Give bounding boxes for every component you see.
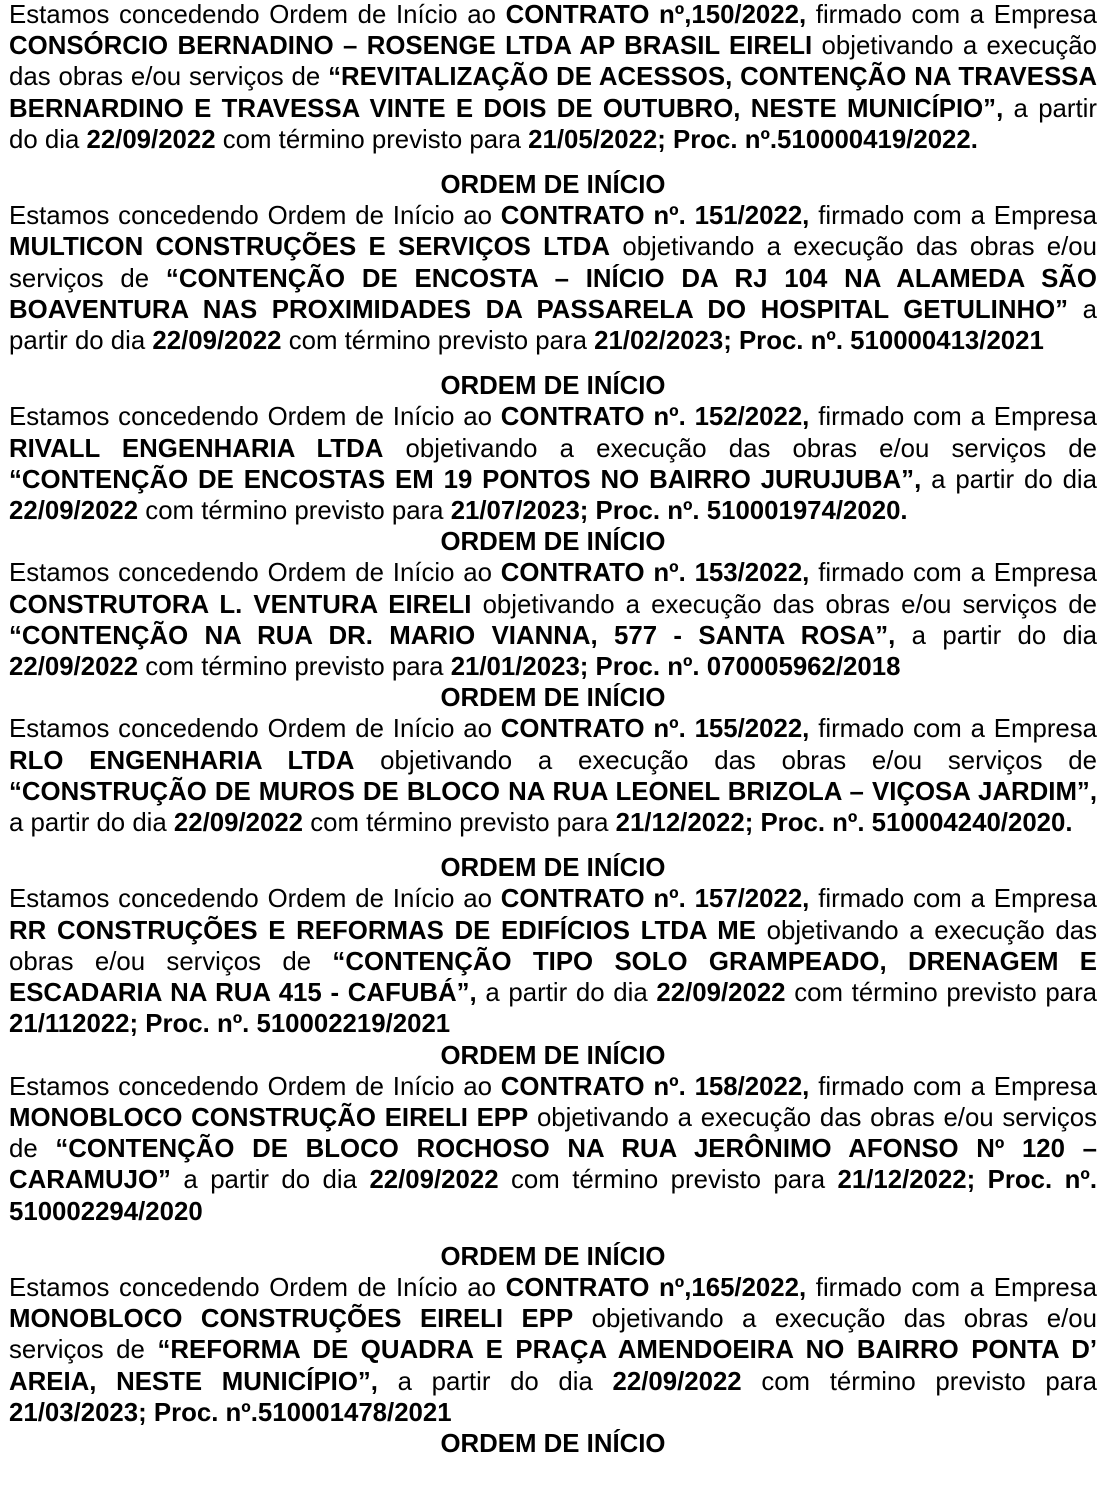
start-date: 22/09/2022 [173,809,304,838]
end-date-process: 21/05/2022; Proc. nº.510000419/2022. [528,125,978,154]
company-name: RIVALL ENGENHARIA LTDA [9,434,384,463]
section-heading: ORDEM DE INÍCIO [440,1041,666,1070]
service-description: “CONTENÇÃO DE BLOCO ROCHOSO NA RUA JERÔNIMO AFONSO Nº 120 – CARAMUJO” [9,1135,1097,1195]
paragraph-intro: Estamos concedendo Ordem de Início ao [9,403,501,432]
order-paragraph-1 [9,0,1097,156]
end-date-process: 21/12/2022; Proc. nº. 510002294/2020 [9,1166,1097,1226]
service-description: “CONTENÇÃO DE ENCOSTAS EM 19 PONTOS NO BAIRRO JURUJUBA”, [9,465,922,494]
service-description: “CONTENÇÃO DE ENCOSTA – INÍCIO DA RJ 104 NA ALAMEDA SÃO BOAVENTURA NAS PROXIMIDADES DA PASSARELA DO HOSPITAL GETULINHO” [9,264,1097,324]
paragraph-end-text: com término previsto para [281,327,595,356]
paragraph-from-text: a partir do dia [9,295,1098,356]
paragraph-objective-text: objetivando a execução das obras e/ou serviços de [9,916,1097,976]
paragraph-objective-text: objetivando a execução das obras e/ou serviços de [383,434,1097,463]
end-date-process: 21/12/2022; Proc. nº. 510004240/2020. [615,809,1073,838]
paragraph-objective-text: objetivando a execução das obras e/ou serviços de [9,1103,1097,1164]
order-paragraph-6 [9,884,1097,1040]
paragraph-intro: Estamos concedendo Ordem de Início ao [9,1273,506,1302]
paragraph-from-text: a partir do dia [476,979,657,1008]
company-name: MONOBLOCO CONSTRUÇÕES EIRELI EPP [9,1305,574,1334]
end-date-process: 21/07/2023; Proc. nº. 510001974/2020. [450,497,908,526]
paragraph-end-text: com término previsto para [498,1166,838,1195]
section-heading: ORDEM DE INÍCIO [440,684,666,713]
paragraph-intro: Estamos concedendo Ordem de Início ao [9,715,501,744]
order-paragraph-4 [9,558,1097,683]
paragraph-firm-text: firmado com a Empresa [809,1072,1097,1101]
service-description: “REVITALIZAÇÃO DE ACESSOS, CONTENÇÃO NA TRAVESSA BERNARDINO E TRAVESSA VINTE E DOIS DE OUTUBRO, NESTE MUNICÍPIO”, [9,63,1097,123]
contract-number: CONTRATO nº. 158/2022, [500,1072,810,1101]
contract-number: CONTRATO nº,165/2022, [505,1273,807,1302]
company-name: MONOBLOCO CONSTRUÇÃO EIRELI EPP [9,1103,529,1132]
paragraph-firm-text: firmado com a Empresa [806,1273,1097,1302]
order-paragraph-7 [9,1072,1097,1228]
service-description: “CONTENÇÃO NA RUA DR. MARIO VIANNA, 577 - SANTA ROSA”, [9,621,896,650]
start-date: 22/09/2022 [152,327,282,356]
start-date: 22/09/2022 [9,497,139,526]
paragraph-from-text: a partir do dia [9,94,1097,154]
paragraph-firm-text: firmado com a Empresa [809,715,1097,744]
paragraph-intro: Estamos concedendo Ordem de Início ao [9,559,501,588]
paragraph-end-text: com término previsto para [303,809,616,838]
end-date-process: 21/03/2023; Proc. nº.510001478/2021 [9,1398,452,1427]
paragraph-end-text: com término previsto para [741,1367,1098,1396]
contract-number: CONTRATO nº. 152/2022, [500,403,810,432]
end-date-process: 21/02/2023; Proc. nº. 510000413/2021 [594,327,1044,356]
paragraph-end-text: com término previsto para [138,653,451,682]
paragraph-intro: Estamos concedendo Ordem de Início ao [9,885,501,914]
paragraph-objective-text: objetivando a execução das obras e/ou serviços de [354,746,1097,775]
paragraph-firm-text: firmado com a Empresa [809,559,1097,588]
paragraph-firm-text: firmado com a Empresa [806,1,1097,29]
company-name: RLO ENGENHARIA LTDA [9,746,355,775]
paragraph-firm-text: firmado com a Empresa [809,885,1097,914]
start-date: 22/09/2022 [656,979,786,1008]
paragraph-from-text: a partir do dia [921,465,1097,494]
paragraph-intro: Estamos concedendo Ordem de Início ao [9,202,501,231]
start-date: 22/09/2022 [86,125,216,154]
paragraph-objective-text: objetivando a execução das obras e/ou serviços de [9,1305,1097,1365]
order-paragraph-5 [9,714,1097,839]
order-paragraph-2 [9,201,1097,357]
company-name: RR CONSTRUÇÕES E REFORMAS DE EDIFÍCIOS LTDA ME [9,916,756,945]
section-heading: ORDEM DE INÍCIO [440,854,666,883]
end-date-process: 21/01/2023; Proc. nº. 070005962/2018 [450,653,901,682]
section-heading: ORDEM DE INÍCIO [440,171,666,200]
order-paragraph-8 [9,1273,1097,1429]
paragraph-end-text: com término previsto para [215,125,529,154]
paragraph-intro: Estamos concedendo Ordem de Início ao [9,1,506,29]
section-heading: ORDEM DE INÍCIO [440,1429,666,1458]
paragraph-from-text: a partir do dia [170,1166,370,1195]
paragraph-from-text: a partir do dia [9,809,174,838]
paragraph-objective-text: objetivando a execução das obras e/ou serviços de [9,233,1097,293]
company-name: MULTICON CONSTRUÇÕES E SERVIÇOS LTDA [9,233,611,262]
service-description: “CONSTRUÇÃO DE MUROS DE BLOCO NA RUA LEONEL BRIZOLA – VIÇOSA JARDIM”, [9,777,1097,806]
contract-number: CONTRATO nº. 151/2022, [500,202,810,231]
paragraph-intro: Estamos concedendo Ordem de Início ao [9,1072,501,1101]
paragraph-from-text: a partir do dia [895,621,1097,650]
start-date: 22/09/2022 [9,653,139,682]
paragraph-firm-text: firmado com a Empresa [809,202,1097,231]
end-date-process: 21/112022; Proc. nº. 510002219/2021 [9,1010,451,1039]
service-description: “CONTENÇÃO TIPO SOLO GRAMPEADO, DRENAGEM E ESCADARIA NA RUA 415 - CAFUBÁ”, [9,947,1097,1008]
paragraph-end-text: com término previsto para [785,979,1098,1008]
contract-number: CONTRATO nº,150/2022, [505,1,807,29]
service-description: “REFORMA DE QUADRA E PRAÇA AMENDOEIRA NO BAIRRO PONTA D’ AREIA, NESTE MUNICÍPIO”, [9,1336,1098,1396]
contract-number: CONTRATO nº. 155/2022, [500,715,810,744]
section-heading: ORDEM DE INÍCIO [440,1242,666,1271]
order-paragraph-3 [9,402,1097,527]
section-heading: ORDEM DE INÍCIO [440,372,666,401]
paragraph-objective-text: objetivando a execução das obras e/ou serviços de [471,590,1097,619]
company-name: CONSÓRCIO BERNADINO – ROSENGE LTDA AP BRASIL EIRELI [9,32,813,61]
paragraph-firm-text: firmado com a Empresa [809,403,1097,432]
paragraph-end-text: com término previsto para [138,497,451,526]
contract-number: CONTRATO nº. 153/2022, [500,559,810,588]
contract-number: CONTRATO nº. 157/2022, [500,885,810,914]
start-date: 22/09/2022 [369,1166,499,1195]
paragraph-objective-text: objetivando a execução das obras e/ou serviços de [9,32,1097,92]
company-name: CONSTRUTORA L. VENTURA EIRELI [9,590,472,619]
section-heading: ORDEM DE INÍCIO [440,528,666,557]
start-date: 22/09/2022 [612,1367,742,1396]
paragraph-from-text: a partir do dia [377,1367,613,1396]
